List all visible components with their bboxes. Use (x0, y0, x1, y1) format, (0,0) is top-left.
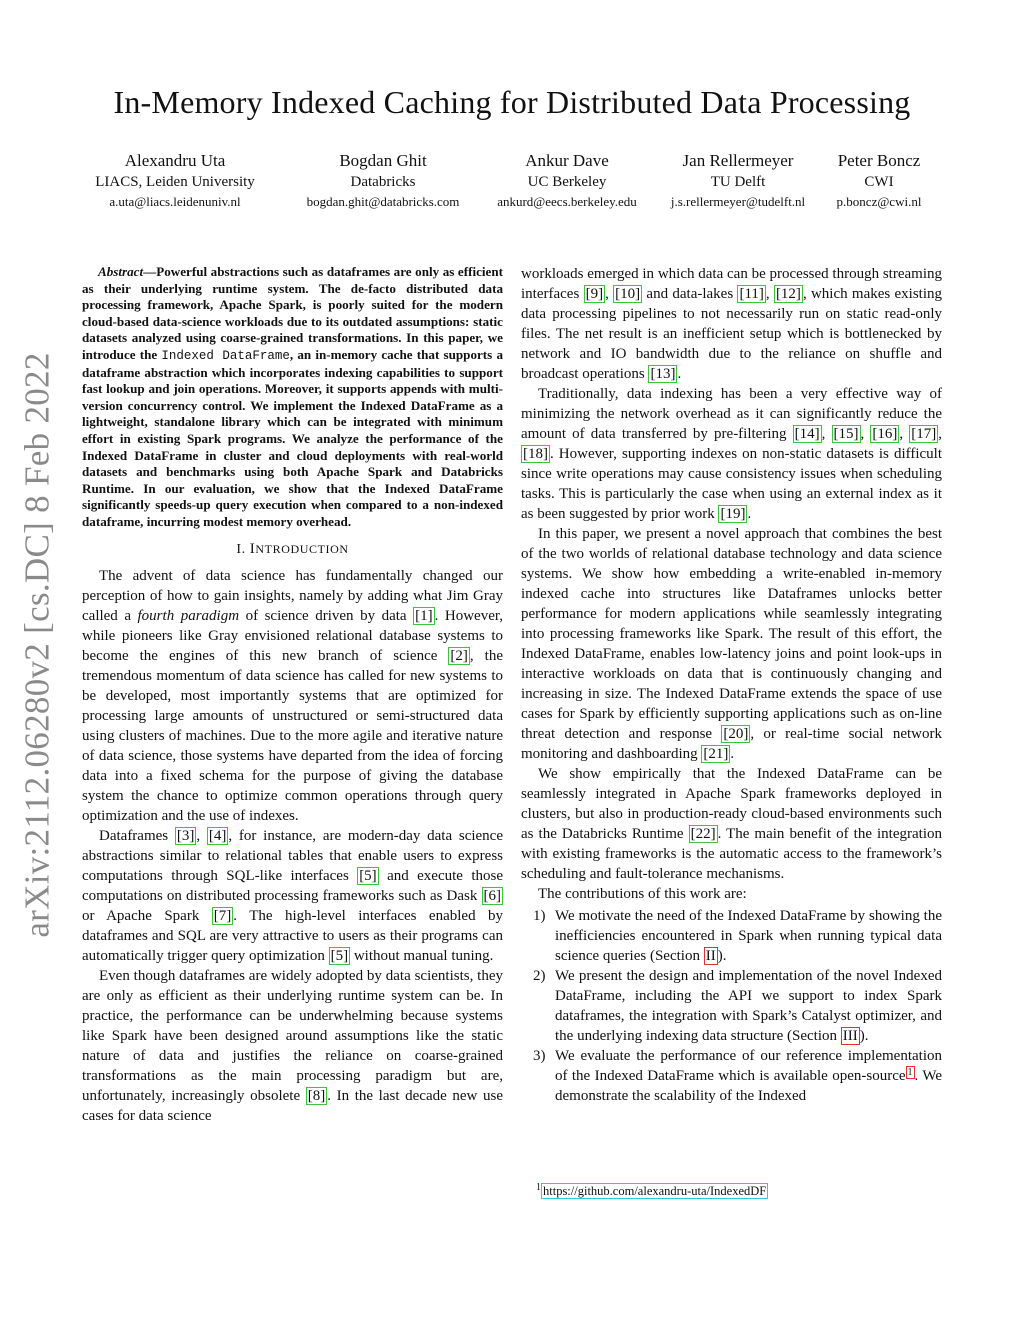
text: . However, while pioneers like Gray envisioned relational database systems to become the engines of this new branch of science (82, 607, 504, 664)
text: . In the last decade new use cases for data science (82, 1087, 503, 1124)
text: . (677, 366, 682, 382)
paragraph: The contributions of this work are: (538, 886, 747, 902)
citation-link[interactable]: [20] (723, 726, 749, 742)
author-block (0, 150, 1024, 220)
footnote (536, 1183, 768, 1199)
author-name: Bogdan Ghit (339, 151, 427, 170)
text: We motivate the need of the Indexed DataFrame by showing the inefficiencies encountered in Spark when running typical data science queries (Section (555, 908, 942, 964)
text: We present the design and implementation of the novel Indexed DataFrame, including the API we support to index Spark dataframes, the integration with Spark’s Catalyst optimizer, and the underlying indexing data structure (Section (555, 968, 942, 1044)
paragraph (82, 826, 503, 966)
list-number: 1) (533, 908, 546, 924)
text: ). (717, 948, 727, 964)
footnote-mark: 1 (536, 1182, 541, 1193)
footnote-link[interactable]: 1 (907, 1067, 913, 1078)
citation-link[interactable]: [14] (794, 426, 820, 442)
paper-title: In-Memory Indexed Caching for Distributed Data Processing (113, 84, 911, 120)
text: Traditionally, data indexing has been a very effective way of minimizing the network overhead as it can significantly reduce the amount of data transferred by pre-filtering (521, 386, 942, 442)
author-name: Peter Boncz (837, 151, 921, 170)
footnote-url-link[interactable]: https://github.com/alexandru-uta/IndexedDF (543, 1184, 767, 1198)
list-item (521, 1046, 942, 1106)
text: , (821, 426, 832, 442)
text: , the tremendous momentum of data science has called for new systems to be developed, most importantly systems that are optimized for processing large amounts of unstructured or semi-structured data using clusters of machines. Due to the more agile and iterative nature of data science, those systems have departed from the idea of forcing data into a fixed schema for the purpose of giving the database system the chance to optimize common operations through query optimization and the use of indexes. (82, 647, 504, 824)
text: , (938, 426, 942, 442)
emphasis: fourth paradigm (137, 607, 240, 624)
citation-link[interactable]: [6] (483, 887, 501, 904)
abstract-text: Powerful abstractions such as dataframes are only as efficient as their underlying runtime system. The de-facto distributed data processing framework, Apache Spark, is poorly suited for the modern cloud-based data-science workloads due to its outdated assumptions: static datasets analyzed using coarse-grained transformations. In this paper, we introduce the (82, 264, 503, 362)
text: without manual tuning. (350, 947, 494, 964)
text: . (747, 506, 752, 522)
text: , (899, 426, 910, 442)
text: , (605, 286, 614, 302)
list-number: 2) (533, 968, 546, 984)
text: , (196, 827, 207, 844)
author-name: Ankur Dave (525, 151, 609, 170)
text: . The high-level interfaces enabled by dataframes and SQL are very attractive to users as their programs can automatically trigger query optimization (82, 907, 504, 964)
author-email: bogdan.ghit@databricks.com (306, 194, 460, 209)
paragraph (521, 384, 942, 524)
section-link[interactable]: III (842, 1028, 858, 1044)
section-initial: I (249, 540, 256, 557)
text: , which makes existing data processing pipelines to not necessarily run on static read-only files. The net result is an inefficient setup which is bottlenecked by network and IO bandwidth due to the reliance on shuffle and broadcast operations (521, 286, 943, 382)
abstract-text: , an in-memory cache that supports a dataframe abstraction which incorporates indexing capabilities to support fast lookup and join operations. Moreover, it supports appends with multi-version concurrency control. We implement the Indexed DataFrame as a lightweight, standalone library which can be integrated with minimum effort in existing Spark programs. We analyze the performance of the Indexed DataFrame in cluster and cloud deployments with real-world datasets and benchmarks using both Apache Spark and Databricks Runtime. In our evaluation, we show that the Indexed DataFrame significantly speeds-up query execution when compared to a non-indexed dataframe, incurring modest memory overhead. (82, 346, 503, 529)
left-column (82, 264, 503, 1126)
text: , (765, 286, 774, 302)
abstract (82, 264, 503, 531)
citation-link[interactable]: [18] (523, 446, 548, 462)
text: We show empirically that the Indexed DataFrame can be seamlessly integrated in Apache Spark frameworks deployed in clusters, but also in production-ready cloud-based environments such as the Databricks Runtime (521, 766, 942, 842)
author-email: ankurd@eecs.berkeley.edu (497, 194, 637, 209)
paragraph (521, 764, 942, 884)
citation-link[interactable]: [9] (585, 286, 604, 302)
author-email: a.uta@liacs.leidenuniv.nl (109, 194, 241, 209)
section-heading (82, 539, 503, 560)
text: . However, supporting indexes on non-static datasets is difficult since write operations may cause consistency issues when scheduling tasks. This is particularly the case when using an external index as it as been suggested by prior work (521, 446, 942, 522)
section-link[interactable]: II (705, 948, 716, 964)
author-affiliation: Databricks (350, 174, 416, 190)
paragraph (82, 966, 503, 1126)
text: . We demonstrate the scalability of the Indexed (555, 1068, 942, 1104)
section-number: I. (236, 541, 246, 557)
author-affiliation: UC Berkeley (527, 174, 607, 190)
citation-link[interactable]: [7] (213, 907, 232, 924)
text: We evaluate the performance of our reference implementation of the Indexed DataFrame which is available open-source (555, 1048, 942, 1084)
text: . (730, 746, 735, 762)
text: Dataframes (99, 827, 175, 844)
citation-link[interactable]: [22] (690, 826, 716, 842)
author-2 (288, 150, 478, 212)
citation-link[interactable]: [1] (415, 607, 433, 624)
citation-link[interactable]: [21] (703, 746, 729, 762)
list-item (521, 966, 942, 1046)
arxiv-stamp-text: arXiv:2112.06280v2 [cs.DC] 8 Feb 2022 (18, 352, 57, 938)
paragraph (521, 264, 942, 384)
text: and data-lakes (642, 286, 738, 302)
abstract-dash: — (143, 264, 157, 279)
right-column (521, 264, 942, 1106)
text: . The main benefit of the integration with existing frameworks is the automatic access to the framework’s scheduling and fault-tolerance mechanisms. (521, 826, 942, 882)
citation-link[interactable]: [5] (330, 947, 349, 964)
citation-link[interactable]: [8] (307, 1087, 326, 1104)
author-5 (826, 150, 932, 212)
author-name: Alexandru Uta (124, 151, 226, 170)
list-number: 3) (533, 1048, 546, 1064)
abstract-label: Abstract (98, 264, 144, 279)
text: , (860, 426, 871, 442)
author-email: j.s.rellermeyer@tudelft.nl (670, 194, 806, 209)
author-4 (656, 150, 820, 212)
abstract-code: Indexed DataFrame (161, 348, 290, 363)
author-affiliation: CWI (864, 174, 894, 190)
section-title: NTRODUCTION (255, 541, 349, 556)
contribution-list (521, 906, 942, 1106)
arxiv-stamp (14, 352, 62, 938)
citation-link[interactable]: [16] (872, 426, 898, 442)
text: , or real-time social network monitoring and dashboarding (521, 726, 942, 762)
text: The advent of data science has fundamentally changed our perception of how to gain insights, namely by adding what Jim Gray called a (82, 567, 503, 624)
citation-link[interactable]: [11] (739, 286, 764, 302)
author-name: Jan Rellermeyer (682, 151, 794, 170)
citation-link[interactable]: [15] (833, 426, 859, 442)
author-3 (484, 150, 650, 212)
author-1 (85, 150, 265, 212)
citation-link[interactable]: [17] (911, 426, 937, 442)
author-email: p.boncz@cwi.nl (836, 194, 922, 209)
text: In this paper, we present a novel approach that combines the best of the two worlds of relational database technology and data science systems. We show how embedding a write-enabled in-memory indexed cache into structures like Dataframes unlocks better performance for modern applications while seamlessly integrating into processing frameworks like Spark. The result of this effort, the Indexed DataFrame, enables low-latency joins and point look-ups in interactive workloads on data that is continuously changing and increasing in size. The Indexed DataFrame extends the space of use cases for Spark by efficiently supporting applications such as on-line threat detection and response (521, 526, 942, 742)
citation-link[interactable]: [5] (359, 867, 377, 884)
author-affiliation: LIACS, Leiden University (95, 174, 255, 190)
citation-link[interactable]: [13] (650, 366, 676, 382)
text: workloads emerged in which data can be processed through streaming interfaces (521, 266, 942, 302)
citation-link[interactable]: [12] (775, 286, 801, 302)
text: , for instance, are modern-day data science abstractions similar to relational tables that enable users to express computations through SQL-like interfaces (82, 827, 503, 884)
paragraph (82, 566, 503, 826)
paragraph (521, 524, 942, 764)
text: Even though dataframes are widely adopted by data scientists, they are only as efficient as their underlying runtime system can be. In practice, the performance can be underwhelming because systems like Spark have been designed around assumptions like the static nature of data and justifies the reliance on coarse-grained transformations as the main processing paradigm but are, unfortunately, increasingly obsolete (82, 967, 503, 1104)
citation-link[interactable]: [10] (615, 286, 641, 302)
text: or Apache Spark (82, 907, 212, 924)
list-item (521, 906, 942, 966)
text: and execute those computations on distributed processing frameworks such as Dask (82, 867, 503, 904)
text: ). (859, 1028, 869, 1044)
citation-link[interactable]: [4] (208, 827, 227, 844)
citation-link[interactable]: [19] (720, 506, 746, 522)
text: of science driven by data (239, 607, 414, 624)
author-affiliation: TU Delft (710, 174, 766, 190)
citation-link[interactable]: [2] (450, 647, 468, 664)
citation-link[interactable]: [3] (176, 827, 195, 844)
